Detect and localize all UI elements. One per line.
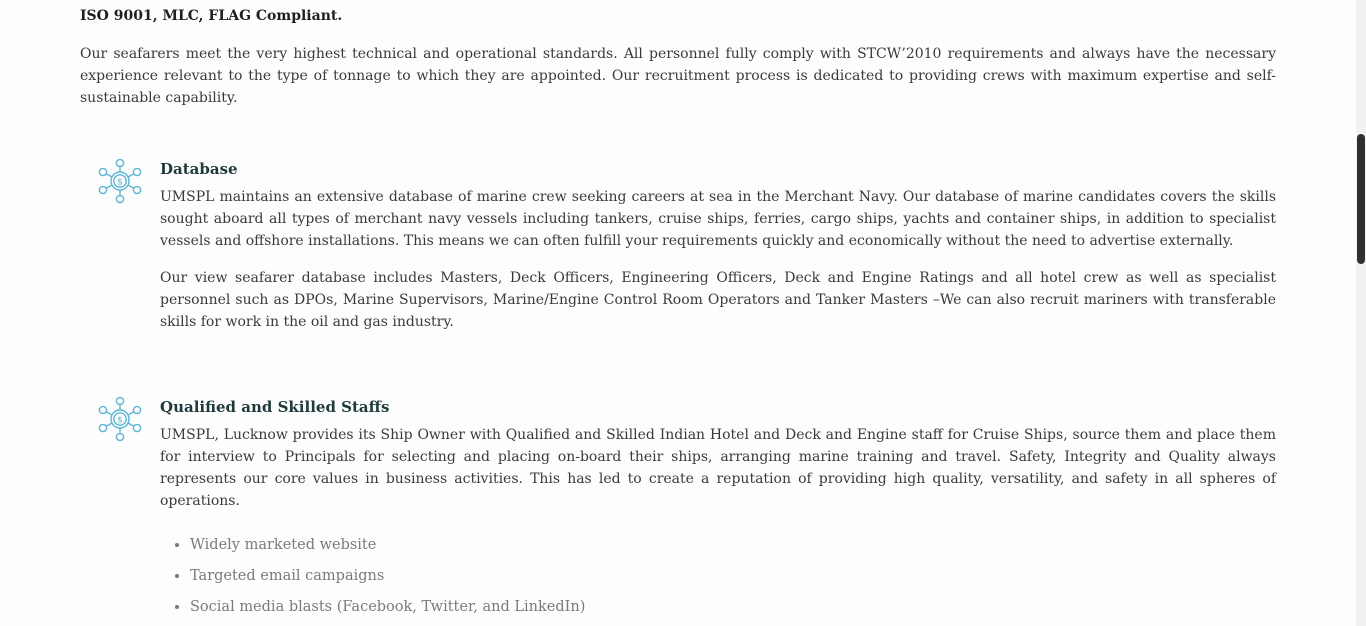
intro-paragraph: Our seafarers meet the very highest technical and operational standards. All personnel fully comply with STCW’2010 requirements and always have the necessary experience relevant to the type of tonnage to which they are appointed. Our recruitment process is dedicated to providing crews with maximum expertise and self-sustainable capability. — [80, 46, 1276, 106]
network-coin-icon — [98, 158, 142, 204]
network-coin-icon — [98, 396, 142, 442]
section-title-database: Database — [160, 160, 238, 178]
features-list-container — [162, 530, 1262, 623]
certification-text: ISO 9001, MLC, FLAG Compliant. — [80, 8, 343, 24]
section-title-qualified-staffs: Qualified and Skilled Staffs — [160, 398, 390, 416]
section-paragraph: Our view seafarer database includes Masters, Deck Officers, Engineering Officers, Deck and Engine Ratings and all hotel crew as well as specialist personnel such as DPOs, Marine Supervisors, Marine/Engine Control Room Operators and Tanker Masters –We can also recruit mariners with transferable skills for work in the oil and gas industry. — [160, 270, 1276, 330]
svg-text:$: $ — [117, 415, 123, 426]
list-item: • Social media blasts (Facebook, Twitter, and LinkedIn) — [190, 592, 1262, 623]
scrollbar-thumb[interactable] — [1357, 134, 1365, 264]
features-list — [162, 530, 1262, 623]
list-item: • Widely marketed website — [190, 530, 1262, 561]
section-paragraph: UMSPL, Lucknow provides its Ship Owner with Qualified and Skilled Indian Hotel and Deck and Engine staff for Cruise Ships, source them and place them for interview to Principals for selecting and placing on-board their ships, arranging marine training and travel. Safety, Integrity and Quality always represents our core values in business activities. This has led to create a reputation of providing high quality, versatility, and safety in all spheres of operations. — [160, 427, 1276, 509]
svg-text:$: $ — [117, 177, 123, 188]
list-item: • Targeted email campaigns — [190, 561, 1262, 592]
scrollbar-track[interactable] — [1356, 0, 1366, 626]
section-paragraph: UMSPL maintains an extensive database of marine crew seeking careers at sea in the Merchant Navy. Our database of marine candidates covers the skills sought aboard all types of merchant navy vessels including tankers, cruise ships, ferries, cargo ships, yachts and container ships, in addition to specialist vessels and offshore installations. This means we can often fulfill your requirements quickly and economically without the need to advertise externally. — [160, 189, 1276, 249]
